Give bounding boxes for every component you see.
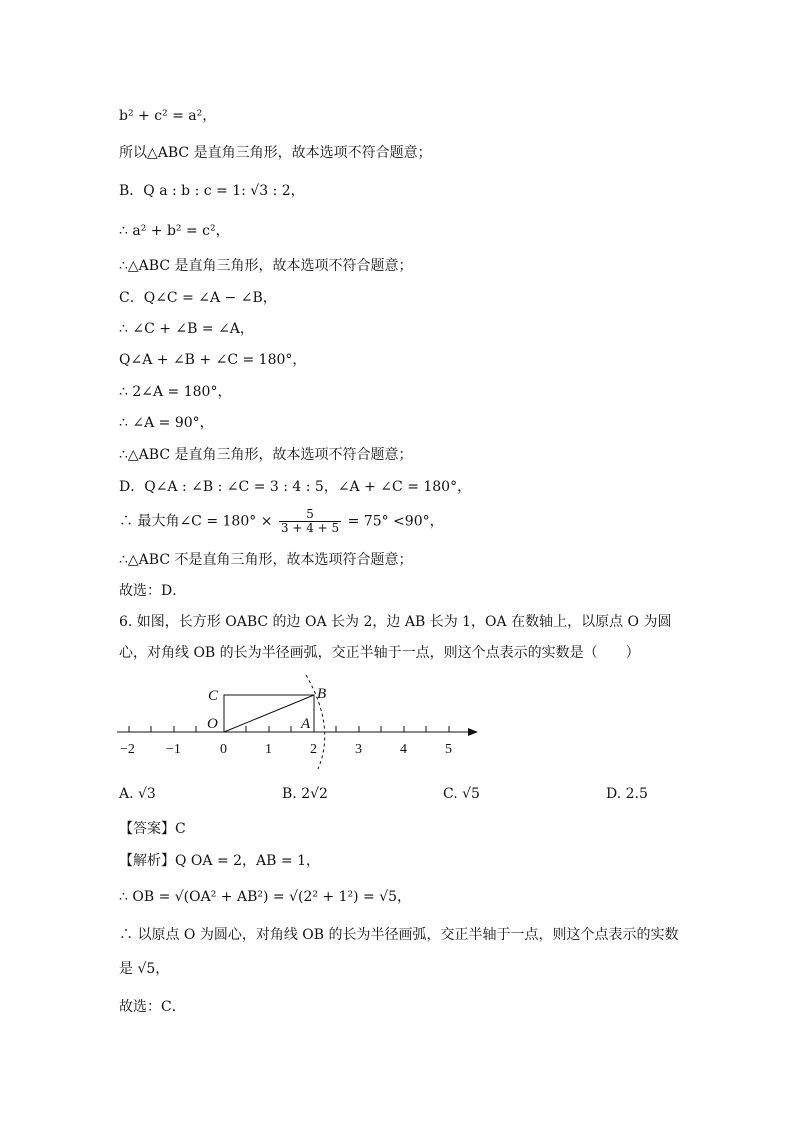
number-line-figure [112,672,492,772]
point-label-o: O [207,716,218,732]
point-label-b: B [317,686,327,702]
conclusion-b: ∴△ABC 是直角三角形，故本选项不符合题意； [119,258,413,274]
option-b-eq: ∴ a² + b² = c²， [119,223,230,239]
analysis-line-5: 故选：C． [119,999,186,1015]
point-label-a: A [301,716,311,732]
calc-prefix: ∴ 最大角∠C = 180° × [119,513,273,530]
point-label-c: C [208,688,219,704]
calc-suffix: = 75° <90°， [347,513,444,530]
conclusion-d: ∴△ABC 不是直角三角形，故本选项符合题意； [119,552,413,568]
axis-arrow-icon [468,728,478,736]
option-d: D. 2.5 [606,786,648,802]
analysis-line-2: ∴ OB = √(OA² + AB²) = √(2² + 1²) = √5， [119,889,412,905]
question-6-line2: 心，对角线 OB 的长为半径画弧，交正半轴于一点，则这个点表示的实数是（ ） [119,645,640,661]
tick-label: 5 [445,742,452,757]
choice-d: 故选：D． [119,583,187,599]
analysis-line-4: 是 √5， [119,961,170,977]
fraction-numerator: 5 [279,508,341,522]
analysis-line-3: ∴ 以原点 O 为圆心，对角线 OB 的长为半径画弧，交正半轴于一点，则这个点表示的实数 [119,927,679,943]
answer-line: 【答案】C [119,821,186,837]
conclusion-a: 所以△ABC 是直角三角形，故本选项不符合题意； [119,145,432,161]
tick-label: 0 [220,742,227,757]
analysis-line-1: 【解析】Q OA = 2，AB = 1， [119,853,320,869]
option-b-ratio: B．Q a : b : c = 1: √3 : 2， [119,183,305,199]
question-6-line1: 6. 如图，长方形 OABC 的边 OA 长为 2，边 AB 长为 1，OA 在数轴上，以原点 O 为圆 [119,614,672,630]
option-c-step1: ∴ ∠C + ∠B = ∠A， [119,321,254,337]
option-c-step2: Q∠A + ∠B + ∠C = 180°， [119,352,307,368]
conclusion-c: ∴△ABC 是直角三角形，故本选项不符合题意； [119,447,413,463]
fraction-denominator: 3 + 4 + 5 [280,521,340,535]
tick-label: 2 [310,742,317,757]
fraction [279,508,341,535]
eq-b2-c2-a2: b² + c² = a²， [119,108,217,124]
tick-label: 3 [355,742,362,757]
option-c-given: C．Q∠C = ∠A − ∠B， [119,290,277,306]
tick-label: −2 [120,742,135,757]
tick-label: 1 [265,742,272,757]
option-c-step3: ∴ 2∠A = 180°， [119,384,232,400]
option-a: A. √3 [119,786,156,802]
tick-label: 4 [400,742,407,757]
tick-label: −1 [166,742,181,757]
option-c-step4: ∴ ∠A = 90°， [119,415,214,431]
axis-ticks [129,726,449,732]
option-b: B. 2√2 [282,786,328,802]
option-d-calc [119,508,444,535]
option-d-given: D．Q∠A : ∠B : ∠C = 3 : 4 : 5，∠A + ∠C = 180°， [119,479,472,495]
option-c: C. √5 [443,786,480,802]
